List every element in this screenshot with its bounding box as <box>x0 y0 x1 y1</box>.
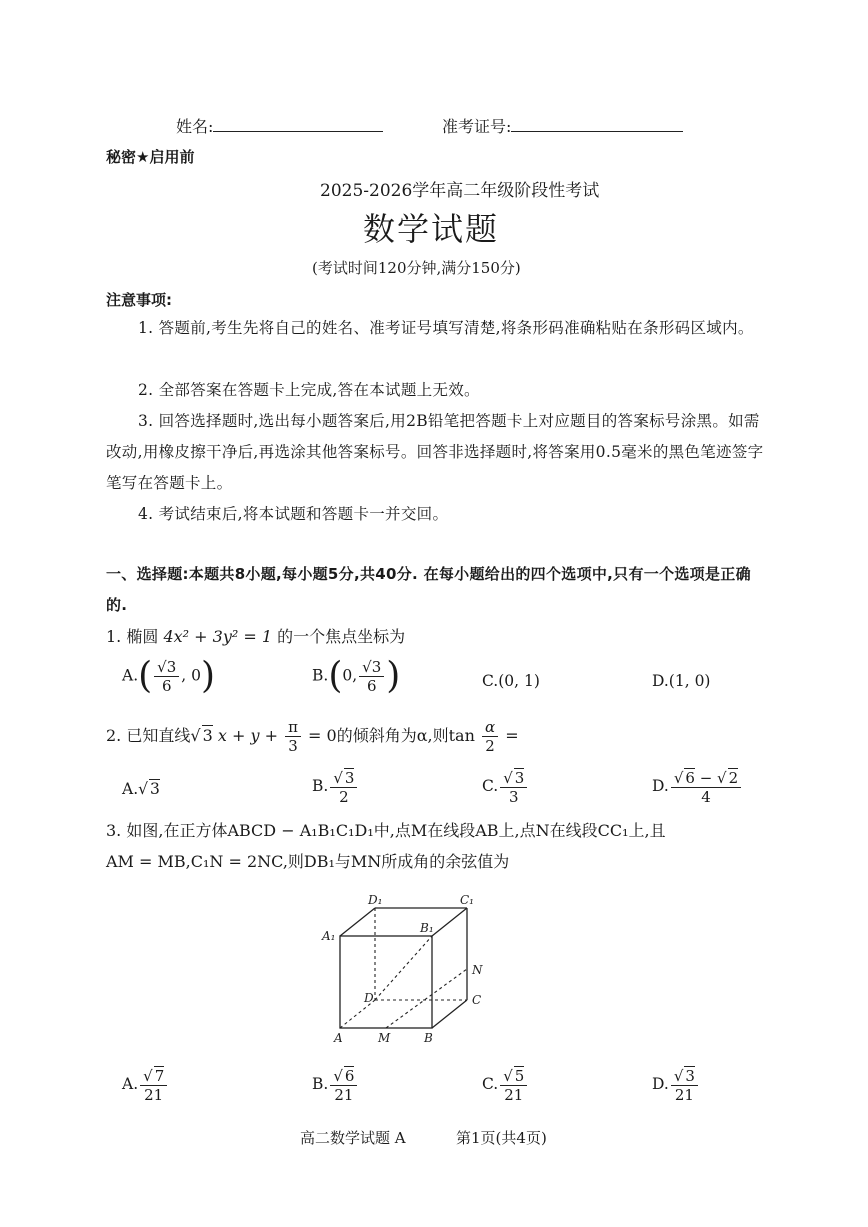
paren-left: ( <box>138 655 153 697</box>
note-item-1: 1. 答题前,考生先将自己的姓名、准考证号填写清楚,将条形码准确粘贴在条形码区域内。 <box>138 319 754 337</box>
q3-a-num-wrap: √ 7 <box>140 1066 167 1086</box>
q1-a-label: A. <box>122 666 139 685</box>
q2-stem-end: = <box>505 726 519 745</box>
paren-left: ( <box>328 655 343 697</box>
q1-b-frac <box>359 658 384 695</box>
footer-left: 高二数学试题 A <box>300 1129 406 1147</box>
paren-right: ) <box>386 655 401 697</box>
q2-option-c <box>482 768 529 806</box>
name-field <box>176 114 383 137</box>
q1-option-c: C.(0, 1) <box>482 672 540 690</box>
section1-heading: 一、选择题:本题共8小题,每小题5分,共40分. 在每小题给出的四个选项中,只有一个选项是正确的. <box>106 565 751 614</box>
label-d: D <box>364 991 374 1005</box>
q3-option-b <box>312 1066 359 1104</box>
q3-b-den: 21 <box>334 1086 354 1104</box>
q2-frac-num: π <box>285 718 301 737</box>
q1-a-tail: , 0 <box>181 666 201 685</box>
q2-b-frac <box>330 768 357 806</box>
ticket-field <box>442 114 683 137</box>
q3-a-label: A. <box>122 1075 139 1093</box>
q2-stem-mid: x + y + <box>217 726 278 745</box>
label-m: M <box>378 1031 391 1045</box>
q2-d-minus: − <box>694 769 718 787</box>
q2-b-num-wrap: √ 3 <box>330 768 357 788</box>
q2-stem <box>106 718 519 755</box>
sqrt-sign: √ <box>138 780 149 798</box>
name-blank <box>213 131 383 132</box>
q3-c-den: 21 <box>504 1086 524 1104</box>
q1-b-num: √3 <box>359 658 384 677</box>
q2-d-label: D. <box>652 777 669 795</box>
q3-d-num-wrap: √ 3 <box>671 1066 698 1086</box>
note-item-2: 2. 全部答案在答题卡上完成,答在本试题上无效。 <box>138 381 480 399</box>
q2-c-den: 3 <box>509 788 519 806</box>
exam-title: 2025-2026学年高二年级阶段性考试 <box>320 181 600 201</box>
cube-front-face <box>340 936 432 1028</box>
edge-b1-c1 <box>432 908 467 936</box>
label-n: N <box>472 963 483 977</box>
q3-line1: 3. 如图,在正方体ABCD − A₁B₁C₁D₁中,点M在线段AB上,点N在线段CC₁上,且 <box>106 821 666 840</box>
q2-b-label: B. <box>312 777 329 795</box>
q2-frac-den: 3 <box>288 737 298 755</box>
paren-right: ) <box>201 655 216 697</box>
label-c: C <box>472 993 482 1007</box>
q3-b-num-wrap: √ 6 <box>330 1066 357 1086</box>
q1-b-den: 6 <box>366 677 377 695</box>
label-a: A <box>334 1031 343 1045</box>
q2-alpha-den: 2 <box>485 737 495 755</box>
cube-figure <box>310 888 500 1048</box>
q2-c-frac <box>500 768 527 806</box>
q2-a-val: 3 <box>150 780 160 798</box>
q1-a-den: 6 <box>161 677 172 695</box>
q3-b-label: B. <box>312 1075 329 1093</box>
sqrt-sign: √ <box>190 726 201 745</box>
q3-d-frac <box>671 1066 698 1104</box>
label-c1: C₁ <box>460 893 474 907</box>
q3-c-frac <box>500 1066 527 1104</box>
note-item-4: 4. 考试结束后,将本试题和答题卡一并交回。 <box>138 505 449 523</box>
q2-option-a <box>122 779 160 798</box>
name-label: 姓名: <box>176 117 214 136</box>
q3-b-num: 6 <box>344 1067 355 1085</box>
q2-b-den: 2 <box>339 788 349 806</box>
q1-b-label: B. <box>312 666 329 685</box>
segment-m-n <box>386 969 467 1028</box>
q2-stem-frac <box>285 718 301 755</box>
q3-a-num: 7 <box>154 1067 165 1085</box>
q3-d-label: D. <box>652 1075 669 1093</box>
q1-option-d: D.(1, 0) <box>652 672 711 690</box>
q3-c-num: 5 <box>514 1067 525 1085</box>
footer-right: 第1页(共4页) <box>456 1129 547 1147</box>
q2-alpha-num: α <box>482 718 498 737</box>
q2-alpha-frac <box>482 718 498 755</box>
q2-c-label: C. <box>482 777 499 795</box>
q2-stem-sqrt: 3 <box>202 726 213 745</box>
q1-b-head: 0, <box>342 666 358 685</box>
note-item-3: 3. 回答选择题时,选出每小题答案后,用2B铅笔把答题卡上对应题目的答案标号涂黑。如需改动,用橡皮擦干净后,再选涂其他答案标号。回答非选择题时,将答案用0.5毫米的黑色笔迹签字笔写在答题卡上。 <box>106 412 764 492</box>
q2-stem-eq: = 0的倾斜角为α,则tan <box>308 726 475 745</box>
q3-option-d <box>652 1066 700 1104</box>
segment-d-b1 <box>375 936 432 1000</box>
q3-d-num: 3 <box>685 1067 695 1085</box>
q3-d-den: 21 <box>674 1086 694 1104</box>
ticket-blank <box>511 131 683 132</box>
q2-d-num-b: 2 <box>728 769 739 787</box>
q1-option-a <box>122 655 216 697</box>
q2-option-b <box>312 768 359 806</box>
edge-a1-d1 <box>340 908 375 936</box>
subject-title: 数学试题 <box>363 210 500 248</box>
q2-stem-pre: 2. 已知直线 <box>106 726 191 745</box>
notes-heading: 注意事项: <box>106 291 172 309</box>
q2-a-label: A. <box>122 780 139 798</box>
q3-a-frac <box>140 1066 167 1104</box>
q3-c-label: C. <box>482 1075 499 1093</box>
time-note: (考试时间120分钟,满分150分) <box>312 259 521 277</box>
edge-b-c <box>432 1000 467 1028</box>
q3-option-a <box>122 1066 169 1104</box>
q2-d-frac <box>671 768 741 806</box>
secret-label: 秘密★启用前 <box>106 148 195 166</box>
q2-d-den: 4 <box>701 788 711 806</box>
q1-stem <box>106 624 405 647</box>
q1-stem-math: 4x² + 3y² = 1 <box>163 627 273 646</box>
label-d1: D₁ <box>368 893 383 907</box>
q1-option-b <box>312 655 401 697</box>
label-b: B <box>424 1031 433 1045</box>
q3-a-den: 21 <box>144 1086 164 1104</box>
label-a1: A₁ <box>322 929 336 943</box>
q2-d-num-wrap: √ 6 − √ 2 <box>671 768 741 788</box>
q3-b-frac <box>330 1066 357 1104</box>
q1-a-num: √3 <box>154 658 179 677</box>
q1-stem-post: 的一个焦点坐标为 <box>277 627 406 646</box>
q3-option-c <box>482 1066 529 1104</box>
q1-stem-pre: 1. 椭圆 <box>106 627 159 646</box>
q2-c-num: 3 <box>514 769 525 787</box>
q3-line2: AM = MB,C₁N = 2NC,则DB₁与MN所成角的余弦值为 <box>106 852 510 871</box>
q3-c-num-wrap: √ 5 <box>500 1066 527 1086</box>
q2-option-d <box>652 768 743 806</box>
q1-a-frac <box>154 658 179 695</box>
q2-c-num-wrap: √ 3 <box>500 768 527 788</box>
ticket-label: 准考证号: <box>442 117 512 136</box>
q2-b-num: 3 <box>344 769 355 787</box>
label-b1: B₁ <box>420 921 434 935</box>
q2-d-num-a: 6 <box>685 769 695 787</box>
